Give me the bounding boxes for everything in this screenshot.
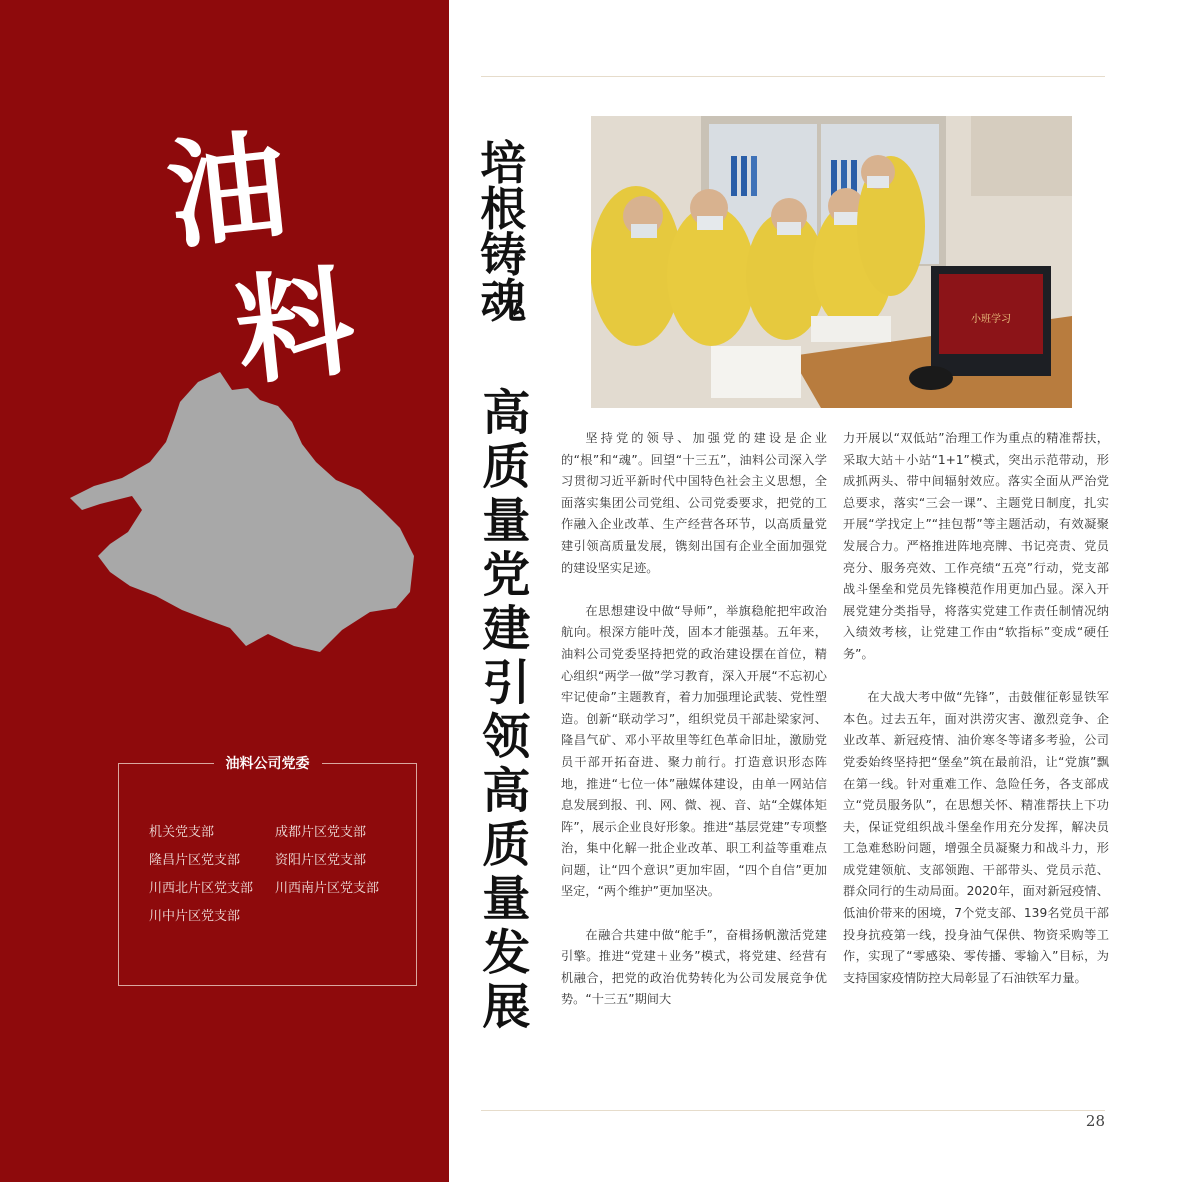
branch-item: 川西南片区党支部 [275, 881, 380, 896]
sichuan-region-map [70, 360, 420, 660]
section-title-char-2: 料 [229, 251, 361, 402]
branch-item: 隆昌片区党支部 [149, 853, 241, 868]
paragraph: 在大战大考中做“先锋”，击鼓催征彰显铁军本色。过去五年，面对洪涝灾害、激烈竞争、企业改革、新冠疫情、油价寒冬等诸多考验，公司党委始终坚持把“堡垒”筑在最前沿，让“党旗”飘在第一线。针对重难工作、急险任务，各支部成立“党员服务队”，在思想关怀、精准帮扶上下功夫，保证党组织战斗堡垒作用充分发挥，解决员工急难愁盼问题，增强全员凝聚力和战斗力，形成党建领航、支部领跑、干部带头、党员示范、群众同行的生动局面。2020年，面对新冠疫情、低油价带来的困境，7个党支部、139名党员干部投身抗疫第一线，投身油气保供、物资采购等工作，实现了“零感染、零传播、零输入”目标，为支持国家疫情防控大局彰显了石油铁军力量。 [843, 690, 1109, 985]
title-line-1: 培根铸魂 [480, 136, 527, 328]
left-red-panel [0, 0, 449, 1182]
party-box-title: 油料公司党委 [214, 753, 322, 775]
paragraph: 在思想建设中做“导师”，举旗稳舵把牢政治航向。根深方能叶茂，固本才能强基。五年来，油料公司党委坚持把党的政治建设摆在首位，精心组织“两学一做”学习教育，深入开展“不忘初心 牢记使命”主题教育，着力加强理论武装、党性塑造。创新“联动学习”，组织党员干部赴梁家河、隆昌气矿、邓小平故里等红色革命旧址，激励党员干部开拓奋进、聚力前行。打造意识形态阵地，推进“七位一体”融媒体建设，由单一网站信息发展到报、刊、网、微、视、音、站“全媒体矩阵”，展示企业良好形象。推进“基层党建”专项整治，集中化解一批企业改革、职工利益等重难点问题，让“四个意识”更加牢固，“四个自信”更加坚定，“两个维护”更加坚决。 [561, 603, 827, 899]
branch-item: 成都片区党支部 [275, 825, 367, 840]
screen-caption: 小班学习 [971, 314, 1011, 325]
bottom-rule [481, 1110, 1105, 1111]
paragraph: 在融合共建中做“舵手”，奋楫扬帆激活党建引擎。推进“党建＋业务”模式，将党建、经营有机融合，把党的政治优势转化为公司发展竞争优势。“十三五”期间大 [561, 927, 827, 1007]
map-region-shape [70, 372, 414, 652]
branch-item: 机关党支部 [149, 825, 215, 840]
branch-item: 川中片区党支部 [149, 909, 241, 924]
photo-illustration [591, 116, 1072, 408]
page-number: 28 [1085, 1112, 1105, 1130]
title-line-2: 高质量党建引领高质量发展 [482, 385, 531, 1035]
article-photo [591, 116, 1072, 408]
branch-item: 川西北片区党支部 [149, 881, 254, 896]
article-column-2 [843, 428, 1109, 1011]
paragraph: 力开展以“双低站”治理工作为重点的精准帮扶，采取大站＋小站“1+1”模式，突出示范带动，形成抓两头、带中间辐射效应。落实全面从严治党总要求，落实“三会一课”、主题党日制度，扎实开展“学找定上”“挂包帮”等主题活动，有效凝聚发展合力。严格推进阵地亮牌、书记亮责、党员亮分、服务亮效、工作亮绩“五亮”行动，党支部战斗堡垒和党员先锋模范作用更加凸显。深入开展党建分类指导，将落实党建工作责任制情况纳入绩效考核，让党建工作由“软指标”变成“硬任务”。 [843, 431, 1109, 661]
top-rule [481, 76, 1105, 77]
party-committee-box [118, 756, 417, 986]
branch-item: 资阳片区党支部 [275, 853, 367, 868]
article-column-1 [561, 428, 827, 1033]
section-title-char-1: 油 [161, 115, 293, 266]
paragraph: 坚持党的领导、加强党的建设是企业的“根”和“魂”。回望“十三五”，油料公司深入学习贯彻习近平新时代中国特色社会主义思想，全面落实集团公司党组、公司党委要求，把党的工作融入企业改革、生产经营各环节，以高质量党建引领高质量发展，镌刻出国有企业全面加强党的建设坚实足迹。 [561, 431, 827, 575]
